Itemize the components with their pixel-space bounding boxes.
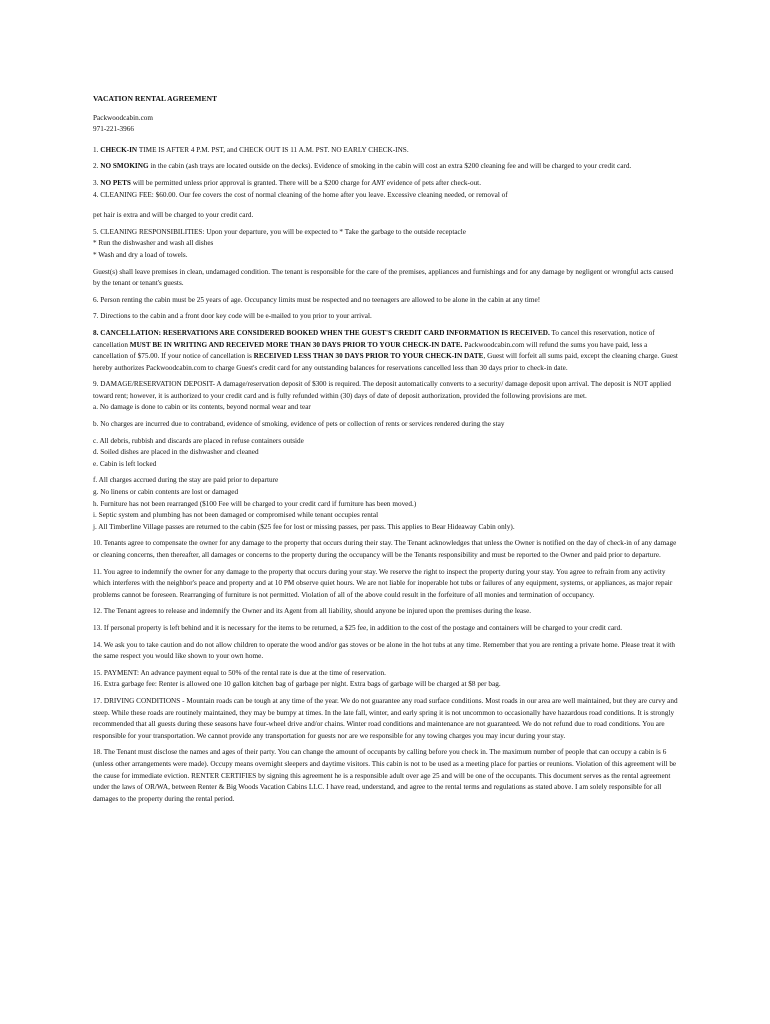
section-14-caution: 14. We ask you to take caution and do not allow children to operate the wood and/or gas stoves or be alone in the hot tubs at any time. Remember that you are renting a private home. Please treat it with the same respect you would like shown to your own home.	[93, 640, 675, 661]
section-number: 1.	[93, 145, 101, 154]
section-4-cleaning-fee: 4. CLEANING FEE: $60.00. Our fee covers the cost of normal cleaning of the home after you leave. Excessive cleaning needed, or removal of	[93, 190, 508, 199]
section-9-item-b: b. No charges are incurred due to contraband, evidence of smoking, evidence of pets or collection of rents or services rendered during the stay	[93, 420, 505, 429]
section-text: will be permitted unless prior approval is granted. There will be a $200 charge for	[130, 178, 372, 187]
section-emphasis: RECEIVED LESS THAN 30 DAYS PRIOR TO YOUR CHECK-IN DATE	[253, 352, 484, 361]
section-13-personal-property: 13. If personal property is left behind and it is necessary for the items to be returned, a $25 fee, in addition to the cost of the postage and containers will be charged to your credit card.	[93, 623, 623, 632]
rental-agreement-document	[93, 93, 679, 805]
section-5-guest-paragraph: Guest(s) shall leave premises in clean, undamaged condition. The tenant is responsible for the care of the premises, appliances and furnishings and for any damage by negligent or wrongful acts caused by the tenant or tenant's guests.	[93, 267, 674, 288]
section-text: Packwoodcabin.com will refund the sums you have paid, less a cancellation of $75.00. If your notice of cancellation is	[93, 340, 648, 361]
section-emphasis: ANY	[371, 178, 385, 187]
section-10-compensation: 10. Tenants agree to compensate the owner for any damage to the property that occurs during their stay. The Tenant acknowledges that unless the Owner is notified on the day of check-in of any damage or cleaning concerns, then thereafter, all damages or concerns to the property during the occupancy will be the Tenants responsibility and must be reported to the Owner and paid prior to departure.	[93, 539, 677, 559]
section-9-item-f: f. All charges accrued during the stay are paid prior to departure	[93, 476, 279, 485]
section-1-checkin	[93, 145, 679, 157]
section-11-indemnify: 11. You agree to indemnify the owner for any damage to the property that occurs during your stay. We reserve the right to inspect the property during your stay. You agree to refrain from any activity which interferes with the neighbor's peace and property and at 10 PM observe quiet hours. We are not liable for inoperable hot tubs or failures of any equipment, systems, or appliances, as major repair problems cannot be foreseen. Rearranging of furniture is not permitted. Violation of all of the above could result in the forfeiture of all monies and termination of occupancy.	[93, 567, 673, 599]
section-7-directions: 7. Directions to the cabin and a front door key code will be e-mailed to you prior to your arrival.	[93, 312, 372, 321]
section-heading: CHECK-IN	[100, 145, 138, 154]
section-2-no-smoking	[93, 161, 679, 173]
section-15-payment: 15. PAYMENT: An advance payment equal to 50% of the rental rate is due at the time of reservation.	[93, 668, 386, 677]
section-text: in the cabin (ash trays are located outside on the decks). Evidence of smoking in the cabin will cost an extra $200 cleaning fee and will be charged to your credit card.	[148, 162, 632, 171]
section-9-item-e: e. Cabin is left locked	[93, 459, 157, 468]
section-9-item-g: g. No linens or cabin contents are lost or damaged	[93, 488, 239, 497]
section-18-occupants: 18. The Tenant must disclose the names and ages of their party. You can change the amount of occupants by calling before you check in. The maximum number of people that can occupy a cabin is 6 (unless other arrangements were made). Occupy means overnight sleepers and daytime visitors. This cabin is not to be used as a meeting place for parties or reunions. Violation of this agreement will be the cause for immediate eviction. RENTER CERTIFIES by signing this agreement he is a responsible adult over age 25 and will be one of the occupants. This document serves as the rental agreement under the laws of OR/WA, between Renter & Big Woods Vacation Cabins LLC. I have read, understand, and agree to the rental terms and regulations as stated above. I am solely responsible for all damages to the property during the rental period.	[93, 748, 677, 803]
section-5-bullet-dishes: * Run the dishwasher and wash all dishes	[93, 239, 214, 248]
document-title: VACATION RENTAL AGREEMENT	[93, 94, 218, 103]
section-9-item-d: d. Soiled dishes are placed in the dishwasher and cleaned	[93, 448, 259, 457]
section-9-item-i: i. Septic system and plumbing has not been damaged or compromised while tenant occupies rental	[93, 511, 379, 520]
website-text: Packwoodcabin.com	[93, 113, 154, 122]
section-8-cancellation	[93, 328, 679, 374]
section-text: , Guest will forfeit all sums paid, except the cleaning charge. Guest hereby authorizes Packwoodcabin.com to charge Guest's credit card for any outstanding balances for reservations cancelled less than 30 days prior to check-in date.	[93, 352, 678, 372]
section-12-release: 12. The Tenant agrees to release and indemnify the Owner and its Agent from all liability, should anyone be injured upon the premises during the lease.	[93, 607, 532, 616]
section-text: To cancel this reservation, notice of cancellation	[93, 328, 655, 349]
section-number: 2.	[93, 162, 101, 171]
section-9-item-a: a. No damage is done to cabin or its contents, beyond normal wear and tear	[93, 403, 311, 412]
section-6-age-requirement: 6. Person renting the cabin must be 25 years of age. Occupancy limits must be respected and no teenagers are allowed to be alone in the cabin at any time!	[93, 295, 541, 304]
section-heading: NO PETS	[100, 178, 131, 187]
section-9-item-c: c. All debris, rubbish and discards are placed in refuse containers outside	[93, 436, 304, 445]
section-4-continued: pet hair is extra and will be charged to your credit card.	[93, 211, 254, 220]
section-17-driving-conditions: 17. DRIVING CONDITIONS - Mountain roads can be tough at any time of the year. We do not guarantee any road surface conditions. Most roads in our area are well maintained, but they are curvy and steep. While these roads are routinely maintained, they may be bumpy at times. In the late fall, winter, and early spring it is not uncommon to occasionally have hazardous road conditions. It is strongly recommended that all guests during these seasons have four-wheel drive and/or chains. Winter road conditions and maintenance are not guaranteed. We do not refund due to road conditions. You are responsible for your transportation. We cannot provide any transportation for guests nor are we responsible for any towing charges you may incur during your stay.	[93, 696, 678, 740]
section-text: evidence of pets after check-out.	[384, 178, 482, 187]
section-text: TIME IS AFTER 4 P.M. PST, and CHECK OUT IS 11 A.M. PST. NO EARLY CHECK-INS.	[137, 145, 409, 154]
phone-text: 971-221-3966	[93, 125, 134, 134]
section-5-cleaning-responsibilities: 5. CLEANING RESPONSIBILITIES: Upon your departure, you will be expected to * Take the garbage to the outside receptacle	[93, 227, 466, 236]
section-9-item-h: h. Furniture has not been rearranged ($100 Fee will be charged to your credit card if furniture has been moved.)	[93, 499, 417, 508]
section-5-bullet-towels: * Wash and dry a load of towels.	[93, 250, 188, 259]
section-9-item-j: j. All Timberline Village passes are returned to the cabin ($25 fee for lost or missing passes, per pass. This applies to Bear Hideaway Cabin only).	[93, 522, 515, 531]
section-heading: 8. CANCELLATION: RESERVATIONS ARE CONSIDERED BOOKED WHEN THE GUEST'S CREDIT CARD INFORMATION IS RECEIVED.	[93, 328, 550, 337]
section-heading: NO SMOKING	[100, 162, 149, 171]
section-16-garbage-fee: 16. Extra garbage fee: Renter is allowed one 10 gallon kitchen bag of garbage per night. Extra bags of garbage will be charged at $8 per bag.	[93, 680, 501, 689]
section-9-deposit: 9. DAMAGE/RESERVATION DEPOSIT- A damage/reservation deposit of $300 is required. The deposit automatically converts to a security/ damage deposit upon arrival. The deposit is NOT applied toward rent; however, it is authorized to your credit card and is fully refunded within (30) days of date of deposit authorization, provided the following provisions are met.	[93, 380, 672, 400]
section-emphasis: MUST BE IN WRITING AND RECEIVED MORE THAN 30 DAYS PRIOR TO YOUR CHECK-IN DATE.	[129, 340, 463, 349]
section-number: 3.	[93, 178, 101, 187]
section-3-no-pets	[93, 178, 679, 190]
